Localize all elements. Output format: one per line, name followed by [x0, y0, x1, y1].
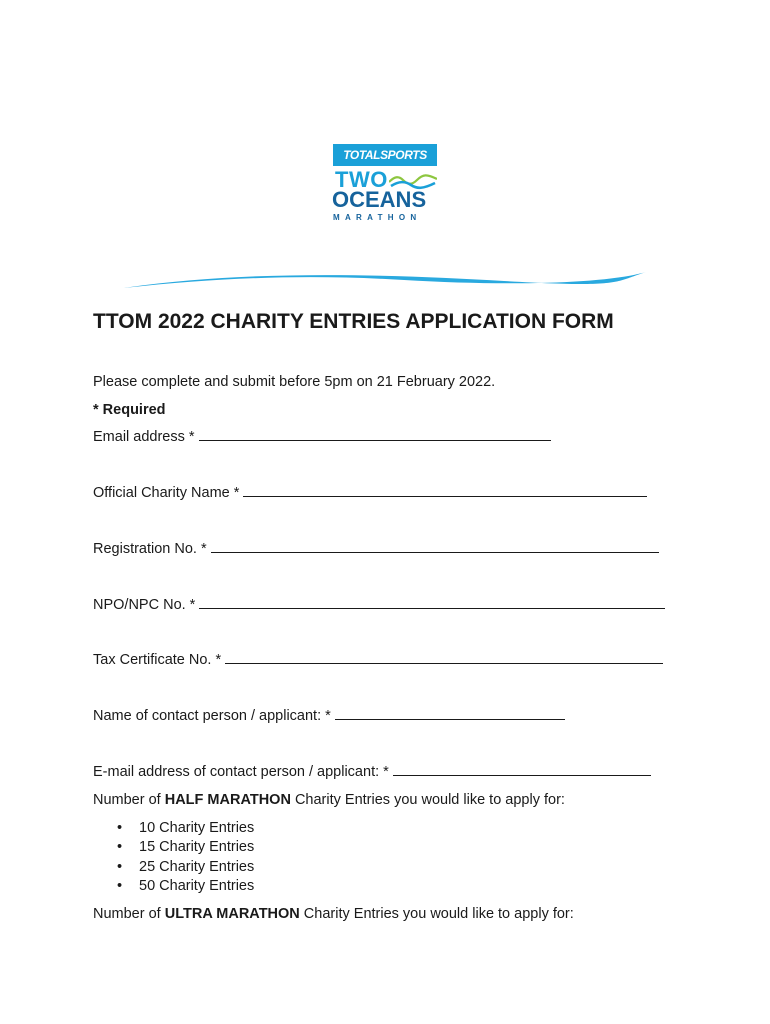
- charity-name-input-line[interactable]: [243, 484, 647, 497]
- registration-no-input-line[interactable]: [211, 540, 659, 553]
- contact-person-input-line[interactable]: [335, 707, 565, 720]
- field-contact-person-name: [93, 707, 565, 725]
- list-item[interactable]: [93, 858, 254, 877]
- field-label: E-mail address of contact person / applicant: *: [93, 764, 389, 780]
- bullet-icon: •: [117, 839, 123, 856]
- field-label: Email address *: [93, 429, 195, 445]
- field-email-address: [93, 428, 551, 446]
- contact-email-input-line[interactable]: [393, 763, 651, 776]
- list-item[interactable]: [93, 838, 254, 857]
- email-address-input-line[interactable]: [199, 428, 551, 441]
- question-suffix: Charity Entries you would like to apply for:: [290, 792, 565, 808]
- logo-two: TWO: [335, 167, 388, 192]
- field-label: NPO/NPC No. *: [93, 597, 196, 613]
- option-label: 15 Charity Entries: [139, 839, 255, 856]
- intro-text: Please complete and submit before 5pm on 21 February 2022.: [93, 374, 496, 390]
- list-item[interactable]: [93, 819, 254, 838]
- logo-marathon: MARATHON: [333, 213, 422, 222]
- bullet-icon: •: [117, 877, 123, 894]
- form-title: TTOM 2022 CHARITY ENTRIES APPLICATION FORM: [93, 310, 614, 333]
- logo-totalsports: TOTALSPORTS: [333, 144, 437, 166]
- list-item[interactable]: [93, 877, 254, 896]
- half-marathon-question: [93, 791, 565, 809]
- field-label: Name of contact person / applicant: *: [93, 708, 331, 724]
- question-prefix: Number of: [93, 792, 165, 808]
- option-label: 25 Charity Entries: [139, 858, 255, 875]
- field-contact-email: [93, 763, 651, 781]
- logo-oceans: OCEANS: [332, 187, 427, 212]
- question-suffix: Charity Entries you would like to apply for:: [299, 906, 574, 922]
- ultra-marathon-label: ULTRA MARATHON: [164, 906, 300, 922]
- option-label: 10 Charity Entries: [139, 820, 255, 836]
- half-marathon-options: [93, 819, 254, 896]
- half-marathon-label: HALF MARATHON: [164, 792, 291, 808]
- two-oceans-marathon-logo: [331, 144, 439, 226]
- tax-certificate-input-line[interactable]: [225, 651, 663, 664]
- field-label: Registration No. *: [93, 541, 207, 557]
- required-note: * Required: [93, 402, 166, 418]
- field-label: Tax Certificate No. *: [93, 652, 222, 668]
- npo-npc-no-input-line[interactable]: [199, 596, 665, 609]
- field-tax-certificate-no: [93, 651, 663, 669]
- field-npo-npc-no: [93, 596, 665, 614]
- question-prefix: Number of: [93, 906, 165, 922]
- field-registration-no: [93, 540, 659, 558]
- field-official-charity-name: [93, 484, 647, 502]
- bullet-icon: •: [117, 820, 123, 836]
- field-label: Official Charity Name *: [93, 485, 240, 501]
- ultra-marathon-question: [93, 905, 574, 923]
- bullet-icon: •: [117, 858, 123, 875]
- blue-swoosh-divider: [124, 268, 646, 294]
- option-label: 50 Charity Entries: [139, 877, 255, 894]
